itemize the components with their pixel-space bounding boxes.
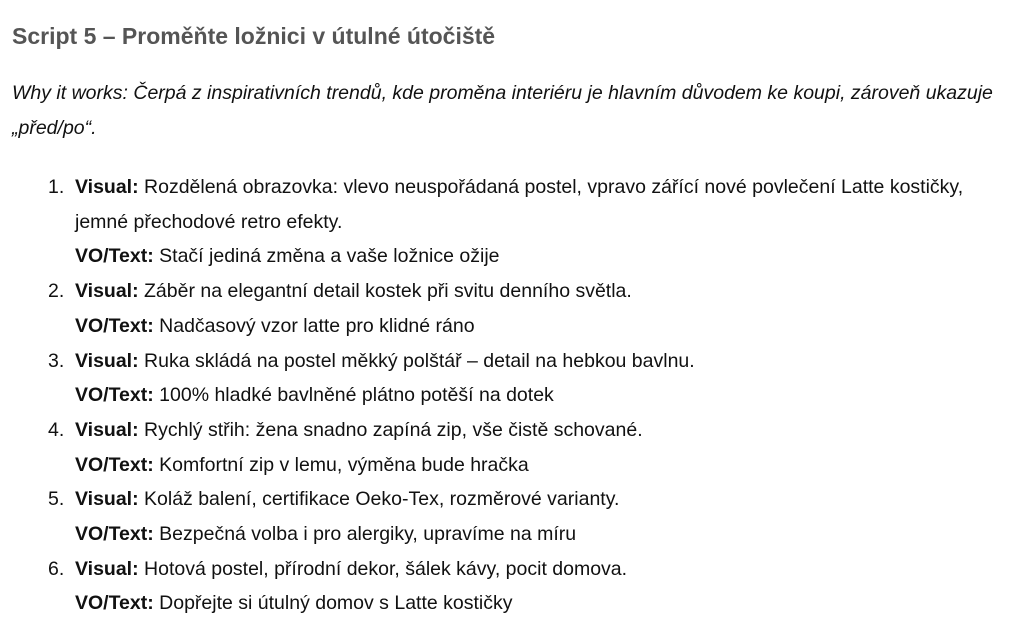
step-number: 2.: [48, 280, 65, 303]
step-vo-text: Komfortní zip v lemu, výměna bude hračka: [159, 453, 529, 476]
script-step: [12, 552, 1012, 621]
why-it-works-paragraph: [12, 76, 1012, 146]
script-title: Script 5 – Proměňte ložnici v útulné útočiště: [12, 23, 496, 49]
step-vo-text: Stačí jediná změna a vaše ložnice ožije: [159, 245, 500, 268]
step-visual-text: Rychlý střih: žena snadno zapíná zip, vše čistě schované.: [144, 418, 643, 441]
vo-text-label: VO/Text:: [75, 592, 154, 615]
why-it-works-label: Why it works:: [12, 82, 128, 104]
visual-label: Visual:: [75, 418, 139, 441]
visual-label: Visual:: [75, 557, 139, 580]
why-it-works-text: Čerpá z inspirativních trendů, kde proměna interiéru je hlavním důvodem ke koupi, zároveň ukazuje „před/po“.: [12, 82, 993, 139]
step-vo-line: [75, 239, 1012, 274]
script-step: [12, 344, 1012, 413]
vo-text-label: VO/Text:: [75, 523, 154, 546]
script-step: [12, 413, 1012, 482]
step-visual-line: [75, 344, 1012, 379]
script-step: [12, 274, 1012, 343]
step-visual-text: Koláž balení, certifikace Oeko-Tex, rozměrové varianty.: [144, 488, 620, 511]
step-vo-line: [75, 448, 1012, 483]
vo-text-label: VO/Text:: [75, 453, 154, 476]
step-vo-line: [75, 378, 1012, 413]
vo-text-label: VO/Text:: [75, 245, 154, 268]
script-steps-list: [12, 170, 1012, 621]
step-vo-line: [75, 309, 1012, 344]
step-vo-text: Nadčasový vzor latte pro klidné ráno: [159, 314, 475, 337]
step-visual-text: Záběr na elegantní detail kostek při svitu denního světla.: [144, 280, 632, 303]
step-visual-line: [75, 482, 1012, 517]
step-vo-line: [75, 517, 1012, 552]
step-visual-text: Rozdělená obrazovka: vlevo neuspořádaná postel, vpravo zářící nové povlečení Latte kostičky, jemné přechodové retro efekty.: [75, 176, 964, 233]
step-number: 4.: [48, 418, 65, 441]
step-number: 1.: [48, 176, 65, 198]
visual-label: Visual:: [75, 176, 139, 198]
vo-text-label: VO/Text:: [75, 314, 154, 337]
step-vo-text: 100% hladké bavlněné plátno potěší na dotek: [159, 384, 554, 407]
step-visual-line: [75, 170, 1005, 239]
step-visual-line: [75, 413, 1012, 448]
document-page: [12, 0, 1012, 630]
visual-label: Visual:: [75, 488, 139, 511]
step-visual-text: Ruka skládá na postel měkký polštář – detail na hebkou bavlnu.: [144, 349, 695, 372]
step-vo-line: [75, 586, 1012, 621]
step-number: 3.: [48, 349, 65, 372]
visual-label: Visual:: [75, 349, 139, 372]
script-step: [12, 482, 1012, 551]
visual-label: Visual:: [75, 280, 139, 303]
step-visual-line: [75, 552, 1012, 587]
step-vo-text: Dopřejte si útulný domov s Latte kostičky: [159, 592, 513, 615]
step-number: 6.: [48, 557, 65, 580]
step-number: 5.: [48, 488, 65, 511]
vo-text-label: VO/Text:: [75, 384, 154, 407]
step-visual-text: Hotová postel, přírodní dekor, šálek kávy, pocit domova.: [144, 557, 628, 580]
step-visual-line: [75, 274, 1012, 309]
step-vo-text: Bezpečná volba i pro alergiky, upravíme na míru: [159, 523, 577, 546]
script-step: [12, 170, 1012, 274]
